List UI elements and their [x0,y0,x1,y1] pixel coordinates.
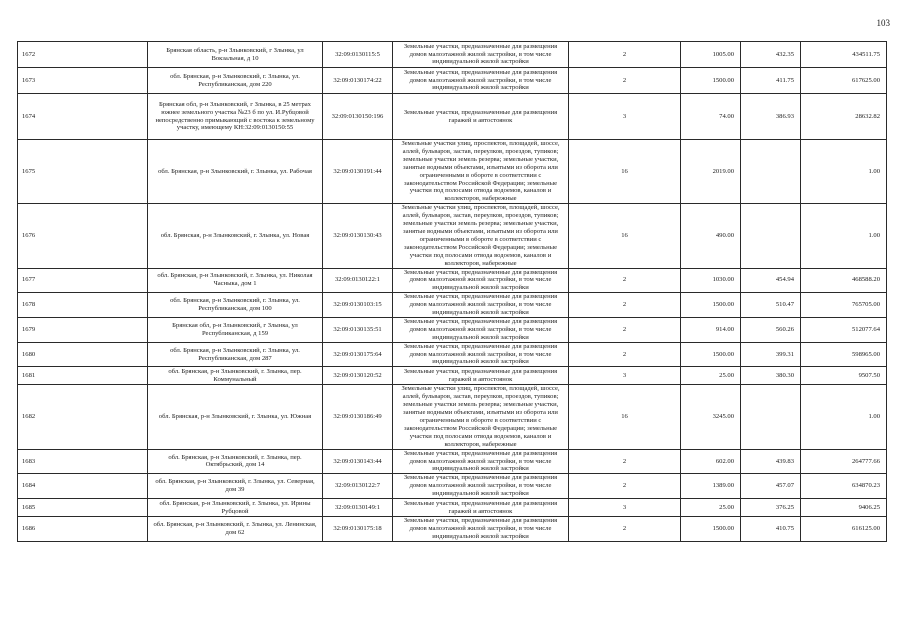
specific-value: 411.75 [741,68,801,94]
use-group: 3 [569,367,681,385]
area-value: 490.00 [681,204,741,268]
cadastral-value: 264777.66 [801,449,887,474]
row-number: 1675 [18,140,148,204]
area-value: 1030.00 [681,268,741,293]
row-number: 1677 [18,268,148,293]
address-cell: Брянская обл, р-н Злынковский, г Злынка, в 25 метрах южнее земельного участка №23 б по ул. И.Рубцовой непосредственно примыкающий с востока к земельному участку, имеющему КН:32:09:0130150:55 [148,94,323,140]
specific-value [741,140,801,204]
row-number: 1673 [18,68,148,94]
cadastral-value: 512077.64 [801,317,887,342]
cadastral-value: 765705.00 [801,293,887,318]
address-cell: обл. Брянская, р-н Злынковский, г. Злынка, ул. Южная [148,385,323,449]
land-use-purpose: Земельные участки, предназначенные для размещения домов малоэтажной жилой застройки, в том числе индивидуальной жилой застройки [393,449,569,474]
area-value: 1500.00 [681,517,741,542]
land-use-purpose: Земельные участки, предназначенные для размещения гаражей и автостоянок [393,94,569,140]
row-number: 1672 [18,42,148,68]
table-row [18,385,887,449]
use-group: 2 [569,474,681,499]
specific-value: 399.31 [741,342,801,367]
use-group: 3 [569,94,681,140]
land-use-purpose: Земельные участки, предназначенные для размещения домов малоэтажной жилой застройки, в том числе индивидуальной жилой застройки [393,474,569,499]
row-number: 1679 [18,317,148,342]
specific-value: 386.93 [741,94,801,140]
table-row [18,317,887,342]
cadastral-number: 32:09:0130135:51 [323,317,393,342]
cadastral-number: 32:09:0130149:1 [323,499,393,517]
register-body [18,42,887,542]
land-use-purpose: Земельные участки, предназначенные для размещения домов малоэтажной жилой застройки, в том числе индивидуальной жилой застройки [393,293,569,318]
cadastral-number: 32:09:0130175:18 [323,517,393,542]
land-use-purpose: Земельные участки, предназначенные для размещения домов малоэтажной жилой застройки, в том числе индивидуальной жилой застройки [393,317,569,342]
address-cell: обл. Брянская, р-н Злынковский, г. Злынка, ул. Северная, дом 39 [148,474,323,499]
land-use-purpose: Земельные участки улиц, проспектов, площадей, шоссе, аллей, бульваров, застав, переулков, проездов, тупиков; земельные участки земель резерва; земельные участки, занятые водными объектами, изъятыми из оборота или ограниченными в обороте в соответствии с законодательством Российской Федерации; земельные участки под полосами отвода водоемов, каналов и коллекторов, набережные [393,204,569,268]
cadastral-value: 28632.82 [801,94,887,140]
area-value: 1500.00 [681,68,741,94]
row-number: 1683 [18,449,148,474]
table-row [18,367,887,385]
cadastral-value: 616125.00 [801,517,887,542]
row-number: 1686 [18,517,148,542]
address-cell: обл. Брянская, р-н Злынковский, г. Злынка, ул. Ленинская, дом 62 [148,517,323,542]
use-group: 16 [569,385,681,449]
land-use-purpose: Земельные участки, предназначенные для размещения домов малоэтажной жилой застройки, в том числе индивидуальной жилой застройки [393,68,569,94]
area-value: 1005.00 [681,42,741,68]
land-use-purpose: Земельные участки, предназначенные для размещения гаражей и автостоянок [393,499,569,517]
cadastral-value: 468588.20 [801,268,887,293]
cadastral-value: 9507.50 [801,367,887,385]
address-cell: обл. Брянская, р-н Злынковский, г. Злынка, ул. Рабочая [148,140,323,204]
cadastral-number: 32:09:0130175:64 [323,342,393,367]
table-row [18,68,887,94]
address-cell: обл. Брянская, р-н Злынковский, г. Злынка, ул. Республиканская, дом 220 [148,68,323,94]
use-group: 2 [569,293,681,318]
cadastral-number: 32:09:0130150:196 [323,94,393,140]
use-group: 2 [569,268,681,293]
address-cell: обл. Брянская, р-н Злынковский, г. Злынка, пер. Октябрьский, дом 14 [148,449,323,474]
cadastral-value: 1.00 [801,204,887,268]
table-row [18,449,887,474]
row-number: 1678 [18,293,148,318]
use-group: 16 [569,140,681,204]
area-value: 914.00 [681,317,741,342]
cadastral-value: 617625.00 [801,68,887,94]
cadastral-number: 32:09:0130186:49 [323,385,393,449]
table-row [18,94,887,140]
specific-value: 439.83 [741,449,801,474]
cadastral-value: 1.00 [801,385,887,449]
cadastral-number: 32:09:0130191:44 [323,140,393,204]
table-row [18,499,887,517]
address-cell: обл. Брянская, р-н Злынковский, г. Злынка, ул. Ирины Рубцовой [148,499,323,517]
specific-value: 432.35 [741,42,801,68]
address-cell: Брянская область, р-н Злынковский, г Злынка, ул Вокзальная, д 10 [148,42,323,68]
area-value: 74.00 [681,94,741,140]
table-row [18,140,887,204]
land-use-purpose: Земельные участки, предназначенные для размещения гаражей и автостоянок [393,367,569,385]
specific-value: 376.25 [741,499,801,517]
area-value: 3245.00 [681,385,741,449]
use-group: 2 [569,42,681,68]
table-row [18,204,887,268]
address-cell: обл. Брянская, р-н Злынковский, г. Злынка, ул. Новая [148,204,323,268]
area-value: 25.00 [681,367,741,385]
land-use-purpose: Земельные участки, предназначенные для размещения домов малоэтажной жилой застройки, в том числе индивидуальной жилой застройки [393,42,569,68]
land-use-purpose: Земельные участки, предназначенные для размещения домов малоэтажной жилой застройки, в том числе индивидуальной жилой застройки [393,268,569,293]
address-cell: обл. Брянская, р-н Злынковский, г. Злынка, ул. Николая Часныка, дом 1 [148,268,323,293]
cadastral-number: 32:09:0130174:22 [323,68,393,94]
specific-value [741,385,801,449]
address-cell: Брянская обл, р-н Злынковский, г Злынка, ул Республиканская, д 159 [148,317,323,342]
address-cell: обл. Брянская, р-н Злынковский, г. Злынка, ул. Республиканская, дом 100 [148,293,323,318]
specific-value: 560.26 [741,317,801,342]
cadastral-number: 32:09:0130122:7 [323,474,393,499]
land-register-table [17,41,887,542]
cadastral-value: 434511.75 [801,42,887,68]
table-row [18,42,887,68]
cadastral-number: 32:09:0130120:52 [323,367,393,385]
area-value: 602.00 [681,449,741,474]
specific-value: 410.75 [741,517,801,542]
cadastral-number: 32:09:0130115:5 [323,42,393,68]
area-value: 1500.00 [681,342,741,367]
land-use-purpose: Земельные участки, предназначенные для размещения домов малоэтажной жилой застройки, в том числе индивидуальной жилой застройки [393,517,569,542]
row-number: 1681 [18,367,148,385]
row-number: 1685 [18,499,148,517]
row-number: 1676 [18,204,148,268]
table-row [18,268,887,293]
specific-value [741,204,801,268]
use-group: 3 [569,499,681,517]
cadastral-value: 1.00 [801,140,887,204]
area-value: 25.00 [681,499,741,517]
specific-value: 510.47 [741,293,801,318]
address-cell: обл. Брянская, р-н Злынковский, г. Злынка, ул. Республиканская, дом 287 [148,342,323,367]
cadastral-value: 598965.00 [801,342,887,367]
table-row [18,517,887,542]
area-value: 1389.00 [681,474,741,499]
cadastral-number: 32:09:0130130:43 [323,204,393,268]
row-number: 1674 [18,94,148,140]
cadastral-value: 9406.25 [801,499,887,517]
row-number: 1682 [18,385,148,449]
area-value: 2019.00 [681,140,741,204]
row-number: 1684 [18,474,148,499]
row-number: 1680 [18,342,148,367]
use-group: 2 [569,449,681,474]
area-value: 1500.00 [681,293,741,318]
use-group: 2 [569,68,681,94]
page-number: 103 [876,18,890,28]
cadastral-value: 634870.23 [801,474,887,499]
cadastral-number: 32:09:0130143:44 [323,449,393,474]
use-group: 2 [569,342,681,367]
land-use-purpose: Земельные участки улиц, проспектов, площадей, шоссе, аллей, бульваров, застав, переулков, проездов, тупиков; земельные участки земель резерва; земельные участки, занятые водными объектами, изъятыми из оборота или ограниченными в обороте в соответствии с законодательством Российской Федерации; земельные участки под полосами отвода водоемов, каналов и коллекторов, набережные [393,140,569,204]
table-row [18,342,887,367]
cadastral-number: 32:09:0130122:1 [323,268,393,293]
address-cell: обл. Брянская, р-н Злынковский, г. Злынка, пер. Коммунальный [148,367,323,385]
table-row [18,293,887,318]
use-group: 16 [569,204,681,268]
specific-value: 380.30 [741,367,801,385]
table-row [18,474,887,499]
use-group: 2 [569,317,681,342]
land-use-purpose: Земельные участки улиц, проспектов, площадей, шоссе, аллей, бульваров, застав, переулков, проездов, тупиков; земельные участки земель резерва; земельные участки, занятые водными объектами, изъятыми из оборота или ограниченными в обороте в соответствии с законодательством Российской Федерации; земельные участки под полосами отвода водоемов, каналов и коллекторов, набережные [393,385,569,449]
land-use-purpose: Земельные участки, предназначенные для размещения домов малоэтажной жилой застройки, в том числе индивидуальной жилой застройки [393,342,569,367]
use-group: 2 [569,517,681,542]
specific-value: 457.07 [741,474,801,499]
cadastral-number: 32:09:0130103:15 [323,293,393,318]
specific-value: 454.94 [741,268,801,293]
